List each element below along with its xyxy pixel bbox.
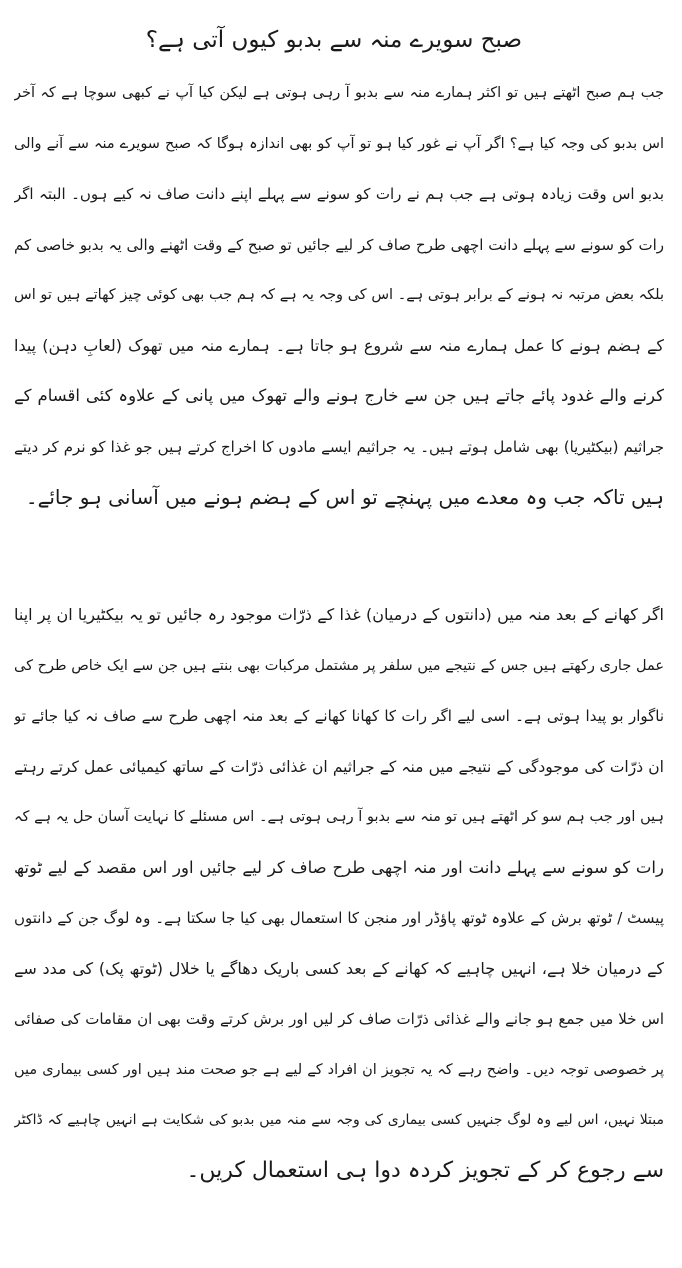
paragraph-line: بلکہ بعض مرتبہ نہ ہونے کے برابر ہوتی ہے۔ اس کی وجہ یہ ہے کہ ہم جب بھی کوئی چیز کھاتے ہیں تو اس bbox=[14, 287, 664, 303]
paragraph-line: پر خصوصی توجہ دیں۔ واضح رہے کہ یہ تجویز ان افراد کے لیے ہے جو صحت مند ہیں اور کسی بیماری میں bbox=[14, 1061, 664, 1078]
paragraph-line: بدبو اس وقت زیادہ ہوتی ہے جب ہم نے رات کو سونے سے پہلے اپنے دانت صاف نہ کیے ہوں۔ البتہ اگر bbox=[14, 185, 664, 203]
paragraph-line: سے رجوع کر کے تجویز کردہ دوا ہی استعمال کریں۔ bbox=[186, 1157, 664, 1183]
paragraph-2 bbox=[14, 590, 664, 1196]
paragraph-line: رات کو سونے سے پہلے دانت اور منہ اچھی طرح صاف کر لیے جائیں اور اس مقصد کے لیے ٹوتھ bbox=[14, 857, 664, 877]
paragraph-line: ہیں اور جب ہم سو کر اٹھتے ہیں تو منہ سے بدبو آ رہی ہوتی ہے۔ اس مسئلے کا نہایت آسان حل یہ ہے کہ bbox=[14, 809, 664, 825]
paragraph-line: جراثیم (بیکٹیریا) بھی شامل ہوتے ہیں۔ یہ جراثیم ایسے مادوں کا اخراج کرتے ہیں جو غذا کو نرم کر دیتے bbox=[14, 437, 664, 456]
paragraph-line: اس بدبو کی وجہ کیا ہے؟ اگر آپ نے غور کیا ہو تو آپ کو بھی اندازہ ہوگا کہ صبح سویرے منہ سے آنے والی bbox=[14, 135, 664, 152]
paragraph-line: ناگوار بو پیدا ہوتی ہے۔ اسی لیے اگر رات کا کھانا کھانے کے بعد منہ اچھی طرح سے صاف نہ کیا جائے تو bbox=[14, 707, 664, 725]
paragraph-line: مبتلا نہیں، اس لیے وہ لوگ جنہیں کسی بیماری کی وجہ سے منہ میں بدبو کی شکایت ہے انہیں چاہیے کہ ڈاکٹر bbox=[14, 1112, 664, 1128]
paragraph-line: کے درمیان خلا ہے، انہیں چاہیے کہ کھانے کے بعد کسی باریک دھاگے یا خلال (ٹوتھ پک) کی مدد سے bbox=[14, 958, 664, 978]
paragraph-line: ان ذرّات کی موجودگی کے نتیجے میں منہ کے جراثیم ان غذائی ذرّات کے ساتھ کیمیائی عمل کرتے رہتے bbox=[14, 757, 664, 776]
paragraph-line: جب ہم صبح اٹھتے ہیں تو اکثر ہمارے منہ سے بدبو آ رہی ہوتی ہے لیکن کیا آپ نے کبھی سوچا ہے کہ آخر bbox=[14, 85, 664, 101]
paragraph-line: عمل جاری رکھتے ہیں جس کے نتیجے میں سلفر پر مشتمل مرکبات بھی بنتے ہیں جن سے ایک خاص طرح کی bbox=[14, 657, 664, 674]
paragraph-line: کے ہضم ہونے کا عمل ہمارے منہ سے شروع ہو جاتا ہے۔ ہمارے منہ میں تھوک (لعابِ دہن) پیدا bbox=[14, 335, 664, 355]
paragraph-line: رات کو سونے سے پہلے دانت اچھی طرح صاف کر لیے جائیں تو صبح کے وقت اٹھنے والی یہ بدبو خاصی کم bbox=[14, 235, 664, 254]
paragraph-1 bbox=[14, 68, 664, 523]
paragraph-line: اگر کھانے کے بعد منہ میں (دانتوں کے درمیان) غذا کے ذرّات موجود رہ جائیں تو یہ بیکٹیریا ان پر اپنا bbox=[14, 605, 664, 624]
paragraph-line: پیسٹ / ٹوتھ برش کے علاوہ ٹوتھ پاؤڈر اور منجن کا استعمال بھی کیا جا سکتا ہے۔ وہ لوگ جن کے دانتوں bbox=[14, 909, 664, 927]
article-title: صبح سویرے منہ سے بدبو کیوں آتی ہے؟ bbox=[145, 27, 522, 53]
paragraph-line: کرنے والے غدود پائے جاتے ہیں جن سے خارج ہونے والے تھوک میں پانی کے علاوہ کئی اقسام کے bbox=[14, 386, 664, 405]
paragraph-line: ہیں تاکہ جب وہ معدے میں پہنچے تو اس کے ہضم ہونے میں آسانی ہو جائے۔ bbox=[25, 485, 664, 509]
paragraph-line: اس خلا میں جمع ہو جانے والے غذائی ذرّات صاف کر لیں اور برش کرتے وقت بھی ان مقامات کی صفائی bbox=[14, 1010, 664, 1028]
